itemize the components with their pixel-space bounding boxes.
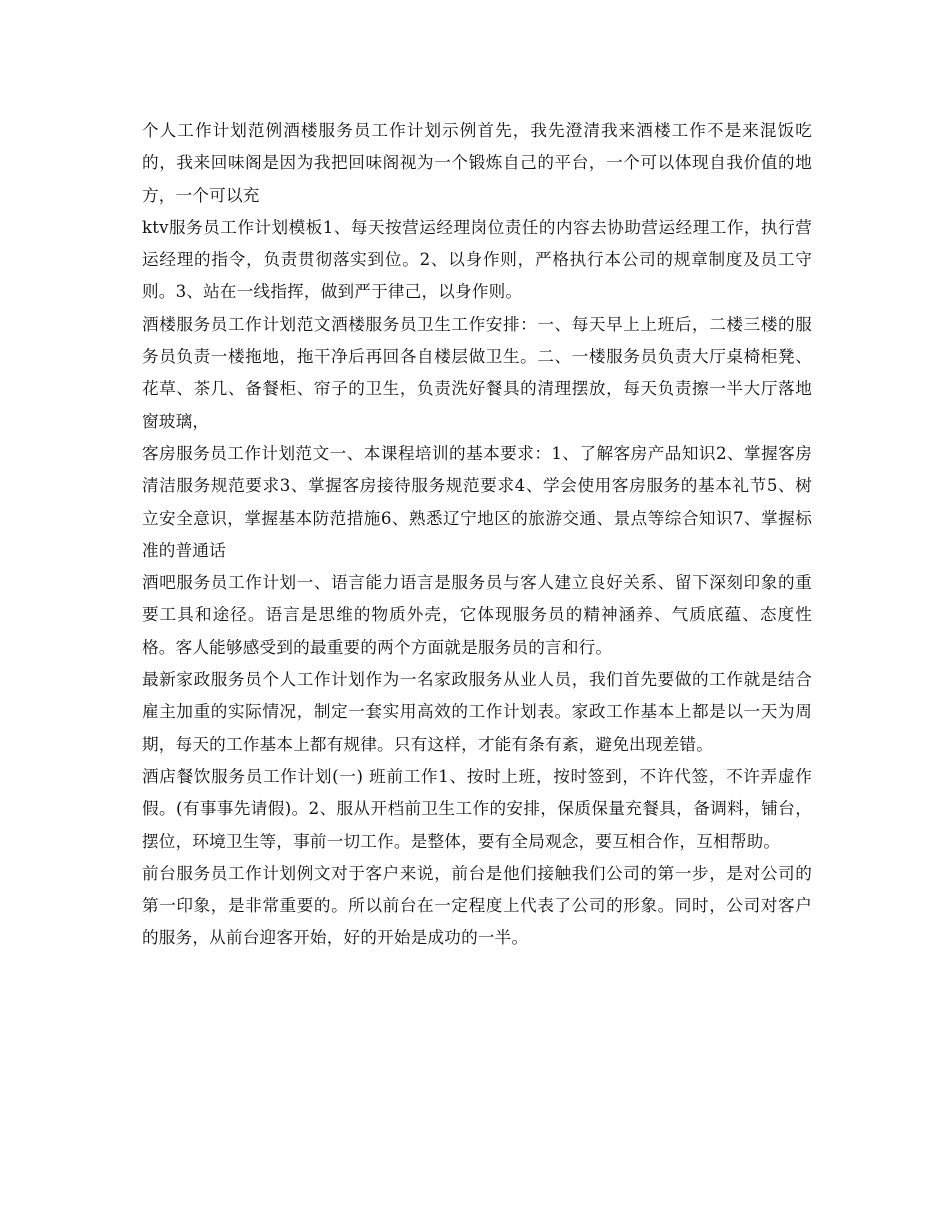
paragraph-front-desk-plan: 前台服务员工作计划例文对于客户来说，前台是他们接触我们公司的第一步，是对公司的第一印象，是非常重要的。所以前台在一定程度上代表了公司的形象。同时，公司对客户的服务，从前台迎客开始，好的开始是成功的一半。 bbox=[142, 863, 812, 948]
paragraph-domestic-service-plan: 最新家政服务员个人工作计划作为一名家政服务从业人员，我们首先要做的工作就是结合雇主加重的实际情况，制定一套实用高效的工作计划表。家政工作基本上都是以一天为周期，每天的工作基本上都有规律。只有这样，才能有条有紊，避免出现差错。 bbox=[142, 670, 812, 754]
paragraph-bar-plan: 酒吧服务员工作计划一、语言能力语言是服务员与客人建立良好关系、留下深刻印象的重要工具和途径。语言是思维的物质外壳，它体现服务员的精神涵养、气质底蕴、态度性格。客人能够感受到的最重要的两个方面就是服务员的言和行。 bbox=[142, 573, 812, 657]
paragraph-restaurant-hygiene-plan: 酒楼服务员工作计划范文酒楼服务员卫生工作安排：一、每天早上上班后，二楼三楼的服务员负责一楼拖地，拖干净后再回各自楼层做卫生。二、一楼服务员负责大厅桌椅柜凳、花草、茶几、备餐柜、帘子的卫生，负责洗好餐具的清理摆放，每天负责擦一半大厅落地窗玻璃， bbox=[142, 314, 812, 431]
paragraph-restaurant-plan-example: 个人工作计划范例酒楼服务员工作计划示例首先，我先澄清我来酒楼工作不是来混饭吃的，我来回味阁是因为我把回味阁视为一个锻炼自己的平台，一个可以体现自我价值的地方，一个可以充 bbox=[142, 121, 812, 205]
paragraph-ktv-plan-template: ktv服务员工作计划模板1、每天按营运经理岗位责任的内容去协助营运经理工作，执行营运经理的指令，负责贯彻落实到位。2、以身作则，严格执行本公司的规章制度及员工守则。3、站在一线指挥，做到严于律己，以身作则。 bbox=[142, 217, 812, 302]
paragraph-housekeeping-plan: 客房服务员工作计划范文一、本课程培训的基本要求：1、了解客房产品知识2、掌握客房清洁服务规范要求3、掌握客房接待服务规范要求4、学会使用客房服务的基本礼节5、树立安全意识，掌握基本防范措施6、熟悉辽宁地区的旅游交通、景点等综合知识7、掌握标准的普通话 bbox=[142, 443, 812, 560]
paragraph-hotel-catering-plan: 酒店餐饮服务员工作计划(一) 班前工作1、按时上班，按时签到，不许代签，不许弄虚作假。(有事事先请假)。2、服从开档前卫生工作的安排，保质保量充餐具，备调料，铺台，摆位，环境卫生等，事前一切工作。是整体，要有全局观念，要互相合作，互相帮助。 bbox=[142, 766, 812, 851]
document-body bbox=[142, 115, 812, 955]
